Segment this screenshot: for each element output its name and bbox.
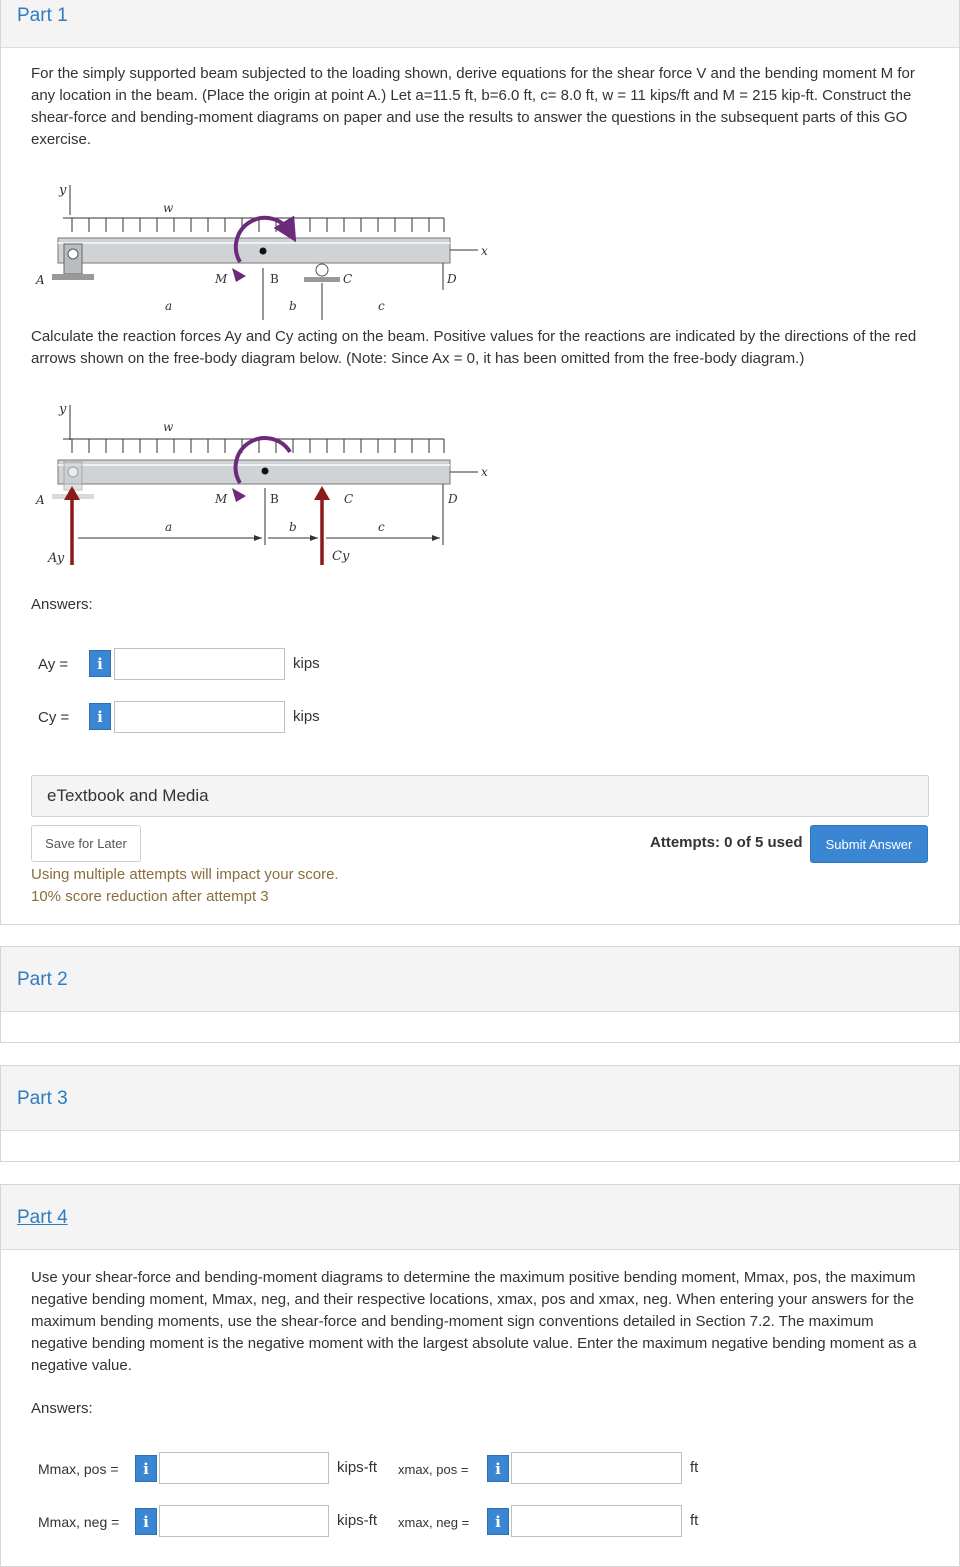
part-4-title[interactable]: Part 4 [17, 1207, 68, 1228]
mmax-pos-info-icon[interactable]: i [135, 1455, 157, 1482]
mmax-pos-label: Mmax, pos = [38, 1461, 119, 1477]
fbd-point-b-dot [262, 468, 269, 475]
xmax-pos-unit: ft [690, 1459, 699, 1476]
mmax-neg-label: Mmax, neg = [38, 1514, 120, 1530]
dim-a-label: a [165, 299, 173, 313]
part-4-header [1, 1185, 959, 1250]
point-b-label: B [270, 272, 279, 286]
part-2-panel [0, 946, 960, 1043]
xmax-neg-label: xmax, neg = [398, 1515, 470, 1530]
xmax-pos-label: xmax, pos = [398, 1462, 469, 1477]
reaction-arrow-cy [314, 486, 330, 565]
ay-unit: kips [293, 655, 320, 672]
fbd-dim-c-label: c [378, 520, 385, 534]
fbd-dim-a-label: a [165, 520, 173, 534]
free-body-diagram [0, 395, 520, 585]
mmax-neg-input[interactable] [159, 1505, 329, 1537]
fbd-y-axis [58, 402, 70, 440]
attempt-warning-line-2: 10% score reduction after attempt 3 [31, 888, 269, 905]
part-1-answers-label: Answers: [31, 596, 93, 613]
part-2-title: Part 2 [17, 969, 68, 990]
beam-figure [0, 175, 520, 335]
save-for-later-button[interactable]: Save for Later [31, 825, 141, 862]
part-4-answers-label: Answers: [31, 1400, 93, 1417]
roller-support-c [304, 264, 340, 282]
reaction-cy-label: Cy [332, 549, 350, 564]
dim-c-label: c [378, 299, 385, 313]
xmax-pos-info-icon[interactable]: i [487, 1455, 509, 1482]
dim-b-label: b [289, 299, 297, 313]
part-1-header [1, 0, 959, 48]
part-3-title: Part 3 [17, 1088, 68, 1109]
fbd-point-d-label: D [448, 492, 458, 506]
cy-input[interactable] [114, 701, 285, 733]
y-axis [58, 183, 70, 215]
part-3-header[interactable] [1, 1066, 959, 1131]
xmax-pos-input[interactable] [511, 1452, 682, 1484]
y-axis-label: y [59, 183, 67, 198]
fbd-x-axis-label: x [481, 465, 488, 479]
point-d-label: D [447, 272, 457, 286]
mmax-neg-unit: kips-ft [337, 1512, 378, 1529]
attempts-counter: Attempts: 0 of 5 used [650, 834, 803, 851]
fbd-point-a-label: A [36, 493, 45, 507]
reactions-instructions: Calculate the reaction forces Ay and Cy acting on the beam. Positive values for the reactions are indicated by the directions of the red arrows shown on the free-body diagram below. (Note: Since Ax = 0, it has been omitted from the free-body diagram.) [31, 328, 917, 367]
point-a-label: A [36, 273, 45, 287]
x-axis-label: x [481, 244, 488, 258]
etextbook-media-bar[interactable] [31, 775, 929, 817]
fbd-dim-b-label: b [289, 520, 297, 534]
fbd-beam [58, 460, 450, 484]
fbd-load-label-w: w [163, 420, 174, 434]
ay-label: Ay = [38, 656, 69, 673]
etextbook-media-label: eTextbook and Media [47, 786, 209, 805]
ay-input[interactable] [114, 648, 285, 680]
submit-answer-button[interactable]: Submit Answer [810, 825, 928, 863]
cy-unit: kips [293, 708, 320, 725]
part-3-panel [0, 1065, 960, 1162]
point-b-dot [260, 248, 267, 255]
part-1-problem-text: For the simply supported beam subjected to the loading shown, derive equations for the shear force V and the bending moment M for any location in the beam. (Place the origin at point A.) Let a=11.5 ft, b=6.0 ft, c= 8.0 ft, w = 11 kips/ft and M = 215 kip-ft. Construct the shear-force and bending-moment diagrams on paper and use the results to answer the questions in the subsequent parts of this GO exercise. [31, 65, 915, 148]
xmax-neg-unit: ft [690, 1512, 699, 1529]
fbd-point-b-label: B [270, 492, 279, 506]
part-1-title: Part 1 [17, 5, 68, 26]
mmax-pos-input[interactable] [159, 1452, 329, 1484]
reaction-ay-label: Ay [48, 551, 65, 566]
load-label-w: w [163, 201, 174, 215]
fbd-y-axis-label: y [59, 402, 67, 417]
xmax-neg-info-icon[interactable]: i [487, 1508, 509, 1535]
cy-info-icon[interactable]: i [89, 703, 111, 730]
attempt-warning-line-1: Using multiple attempts will impact your score. [31, 866, 339, 883]
beam [58, 238, 450, 263]
moment-label: M [215, 272, 228, 286]
reaction-arrow-ay [64, 486, 80, 565]
point-c-label: C [343, 272, 353, 286]
fbd-moment-label: M [215, 492, 228, 506]
cy-label: Cy = [38, 709, 70, 726]
ay-info-icon[interactable]: i [89, 650, 111, 677]
fbd-point-c-label: C [344, 492, 354, 506]
part-2-header[interactable] [1, 947, 959, 1012]
mmax-pos-unit: kips-ft [337, 1459, 378, 1476]
part-4-problem-text: Use your shear-force and bending-moment diagrams to determine the maximum positive bending moment, Mmax, pos, the maximum negative bending moment, Mmax, neg, and their respective locations, xmax, pos and xmax, neg. When entering your answers for the maximum bending moments, use the shear-force and bending-moment sign conventions detailed in Section 7.2. The maximum negative bending moment is the negative moment with the largest absolute value. Enter the maximum negative bending moment as a negative value. [31, 1269, 917, 1374]
xmax-neg-input[interactable] [511, 1505, 682, 1537]
mmax-neg-info-icon[interactable]: i [135, 1508, 157, 1535]
